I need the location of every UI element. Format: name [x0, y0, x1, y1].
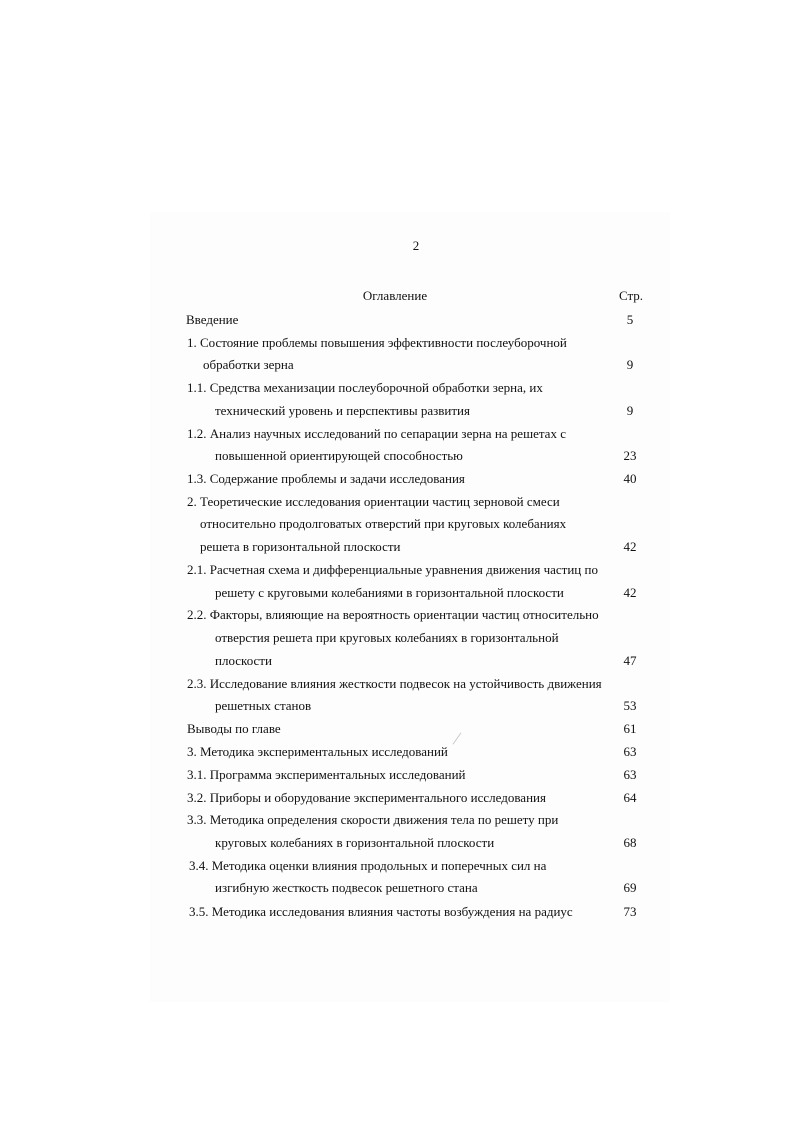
- toc-entry-3-4-line1: 3.4. Методика оценки влияния продольных и поперечных сил на: [189, 858, 547, 873]
- toc-page-1-1: 9: [626, 403, 634, 418]
- toc-entry-3-3-line1: 3.3. Методика определения скорости движения тела по решету при: [187, 812, 559, 827]
- toc-entry-2-2-line3: плоскости: [215, 653, 272, 668]
- toc-entry-3-3-line2: круговых колебаниях в горизонтальной плоскости: [215, 835, 495, 850]
- toc-page-2-1: 42: [623, 585, 637, 600]
- page-number: 2: [412, 238, 420, 253]
- toc-page-1: 9: [626, 357, 634, 372]
- toc-page-2-3: 53: [623, 698, 637, 713]
- toc-entry-1-line2: обработки зерна: [203, 357, 294, 372]
- toc-entry-1-1-line2: технический уровень и перспективы развития: [215, 403, 470, 418]
- toc-page-3-1: 63: [623, 767, 637, 782]
- toc-entry-2-line1: 2. Теоретические исследования ориентации частиц зерновой смеси: [187, 494, 560, 509]
- toc-title: Оглавление: [362, 288, 428, 303]
- toc-entry-1-2-line1: 1.2. Анализ научных исследований по сепарации зерна на решетах с: [187, 426, 566, 441]
- toc-entry-3-1: 3.1. Программа экспериментальных исследований: [187, 767, 466, 782]
- toc-entry-intro: Введение: [186, 312, 239, 327]
- toc-page-2: 42: [623, 539, 637, 554]
- toc-page-1-3: 40: [623, 471, 637, 486]
- toc-entry-3-4-line2: изгибную жесткость подвесок решетного стана: [215, 880, 478, 895]
- toc-entry-2-1-line2: решету с круговыми колебаниями в горизонтальной плоскости: [215, 585, 564, 600]
- toc-entry-1-2-line2: повышенной ориентирующей способностью: [215, 448, 463, 463]
- toc-entry-3: 3. Методика экспериментальных исследований: [187, 744, 448, 759]
- toc-entry-2-3-line1: 2.3. Исследование влияния жесткости подвесок на устойчивость движения: [187, 676, 602, 691]
- toc-entry-2-1-line1: 2.1. Расчетная схема и дифференциальные уравнения движения частиц по: [187, 562, 598, 577]
- toc-page-2-2: 47: [623, 653, 637, 668]
- toc-page-3-3: 68: [623, 835, 637, 850]
- toc-entry-2-2-line2: отверстия решета при круговых колебаниях в горизонтальной: [215, 630, 559, 645]
- toc-entry-2-3-line2: решетных станов: [215, 698, 312, 713]
- toc-page-3-2: 64: [623, 790, 637, 805]
- toc-page-column-header: Стр.: [618, 288, 644, 303]
- toc-entry-2-line2: относительно продолговатых отверстий при круговых колебаниях: [200, 516, 567, 531]
- toc-entry-1-3: 1.3. Содержание проблемы и задачи исследования: [187, 471, 465, 486]
- toc-entry-3-2: 3.2. Приборы и оборудование экспериментального исследования: [187, 790, 546, 805]
- toc-entry-2-line3: решета в горизонтальной плоскости: [200, 539, 401, 554]
- toc-page-intro: 5: [626, 312, 634, 327]
- toc-page-1-2: 23: [623, 448, 637, 463]
- toc-entry-1-1-line1: 1.1. Средства механизации послеуборочной обработки зерна, их: [187, 380, 543, 395]
- toc-page-3: 63: [623, 744, 637, 759]
- toc-entry-2-2-line1: 2.2. Факторы, влияющие на вероятность ориентации частиц относительно: [187, 607, 599, 622]
- toc-page-3-5: 73: [623, 904, 637, 919]
- toc-entry-1-line1: 1. Состояние проблемы повышения эффективности послеуборочной: [187, 335, 567, 350]
- toc-entry-conclusions: Выводы по главе: [187, 721, 281, 736]
- toc-page-3-4: 69: [623, 880, 637, 895]
- toc-entry-3-5-line1: 3.5. Методика исследования влияния частоты возбуждения на радиус: [189, 904, 573, 919]
- toc-page-conclusions: 61: [623, 721, 637, 736]
